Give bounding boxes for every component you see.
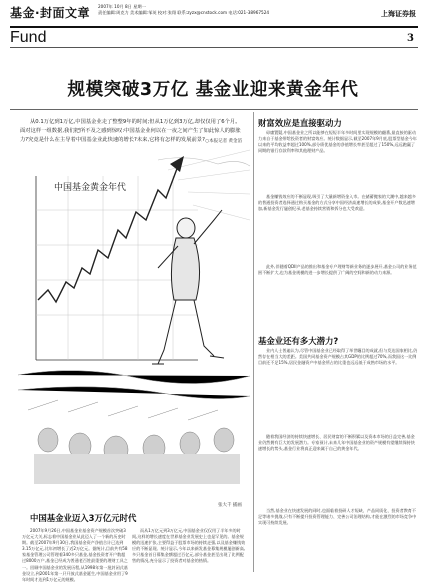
editor-line: 责任编辑:周克力 美术编辑:邹英 校对:张翔 联系:zyzx@cnstock.com 电话:021-38967524 [98, 10, 270, 15]
right-para-3: 此外,伴随着QDII产品的推出和基金专户理财等新业务的逐步展开,基金公司的业务范围不断扩大,也为基金规模的进一步增长提供了广阔的空间和新的动力来源。 [258, 264, 417, 276]
right-para-1: 毋庸置疑,中国基金业之所以能够在短短半年多时间里实现规模的翻番,最直接的驱动力来自于基金带给投资者的财富效应。统计数据显示,截至2007年9月底,股票型基金今年以来的平均收益率超过100%,部分绩优基金的净值增长率甚至超过了150%,远远跑赢了同期的银行存款利率和其他理财产品。 [258, 130, 417, 154]
fund-label: Fund [10, 29, 47, 46]
section-heading-2: 基金业还有多大潜力? [258, 336, 339, 346]
right-para-4: 业内人士普遍认为,尽管中国基金业已经取得了举世瞩目的成就,但与发达国家相比,仍然存在相当大的差距。美国共同基金资产规模占其GDP的比例超过70%,而我国这一比例目前还不足15%,居民金融资产中基金所占的比重也远远低于成熟市场的水平。 [258, 348, 418, 366]
article-left-col2: 而从1万亿元到3万亿元,中国基金业仅仅用了半年多的时间,这样的增长速度在世界基金业发展史上也是罕见的。基金规模的迅速扩张,主要得益于股票市场的持续走强,以及基金赚钱效应的不断显现。统计显示,今年以来新发基金募集规模屡创新高,多只基金首日募集金额超过百亿元,部分基金甚至出现了比例配售的情况,充分显示了投资者对基金的热情。 [132, 528, 246, 564]
byline: ○本报记者 黄金滔 [205, 139, 242, 144]
chart-title: 中国基金黄金年代 [54, 183, 127, 193]
header-divider [10, 47, 418, 48]
illustration-credit: 张大千 插画 [218, 503, 242, 508]
cartoon-illustration [18, 150, 250, 508]
section-heading-1: 财富效应是直接驱动力 [258, 118, 342, 128]
newspaper-logo: 上海证券报 [381, 9, 416, 18]
right-para-6: 当然,基金业在快速发展的同时,也面临着投研人才短缺、产品同质化、投资者教育不足等诸多挑战,只有不断提升投资管理能力、完善公司治理结构,才能在激烈的市场竞争中实现可持续发展。 [258, 508, 417, 526]
right-para-5: 随着我国经济的持续快速增长、居民财富的不断积累以及资本市场的日益完善,基金业仍然拥有巨大的发展潜力。专家预计,未来几年中国基金业的资产规模有望继续保持快速增长的势头,基金行业将真正迎来属于自己的黄金年代。 [258, 434, 415, 452]
section-title: 基金·封面文章 [10, 6, 91, 20]
column-divider [253, 112, 254, 572]
date-line: 2007年 10月 8日 星期一 [98, 4, 146, 9]
masthead-rule [10, 26, 418, 28]
article-title-left: 中国基金业迈入3万亿元时代 [30, 513, 137, 523]
headline: 规模突破3万亿 基金业迎来黄金年代 [67, 80, 359, 100]
right-para-2: 基金赚钱效应的不断显现,吸引了大量新增资金入市。在储蓄搬家的大潮中,越来越多的普通投资者选择通过购买基金的方式分享中国经济高速增长的成果,基金开户数迅速增加,新基金发行屡创纪录,老基金持续营销和拆分也大受欢迎。 [258, 194, 416, 212]
masthead-info [98, 4, 269, 16]
page-number: 3 [407, 33, 414, 44]
article-left-col1: 2007年9月26日,中国基金业基金资产规模首次突破3万亿元大关,标志着中国基金业从此迈入了一个新的历史时期。截至2007年9月30日,我国基金资产净值合计已达到3.15万亿元,比年初增长了近2万亿元。据统计,目前共有58家基金管理公司管理着340多只基金,基金投资者开户数超过8000万户,基金已经成为普通老百姓最重要的理财工具之一。回顾中国基金业的发展历程,从1998年第一批封闭式基金设立,到2001年第一只开放式基金诞生,中国基金业用了9年时间才达到1万亿元的规模。 [22, 528, 128, 582]
headline-rule [10, 109, 418, 110]
lede-paragraph: 从0.1万亿到1万亿,中国基金业走了整整9年的时间;但从1万亿到3万亿,却仅仅用了6个月。面对这样一组数据,我们把所不及之感到惊叹:中国基金业何以在一夜之间产生了如此惊人的膨胀力?究竟是什么在主导着中国基金业此快速的增长?未来,它将有怎样的发展前景? [20, 119, 241, 143]
